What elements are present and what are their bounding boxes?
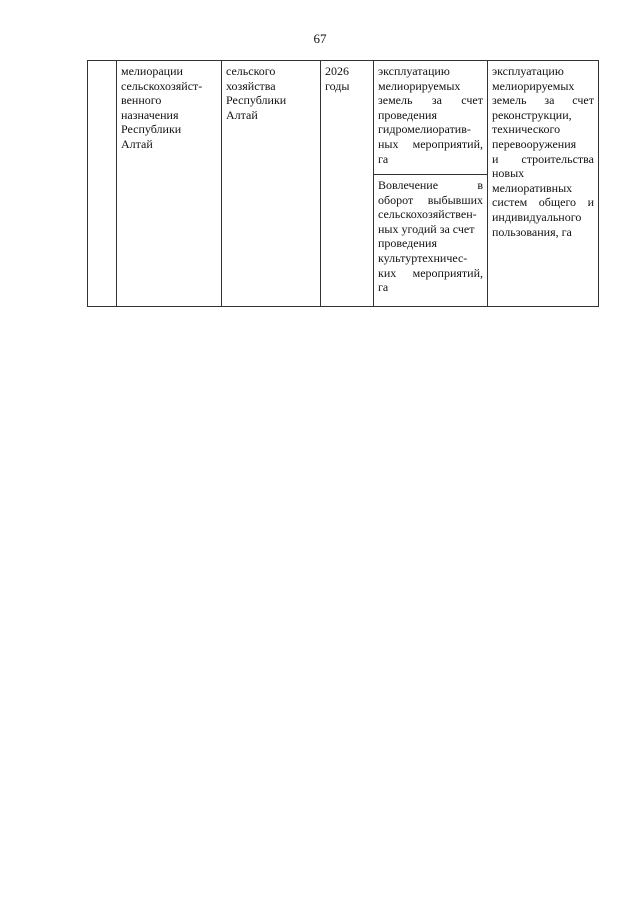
cell-line: Республики [226,93,287,108]
word: земель [378,93,413,108]
period-cell [321,61,374,307]
word: оборот [378,192,414,207]
word: ких [378,265,397,280]
row-number-cell [88,61,117,307]
word: за [544,93,555,108]
cell-line: эксплуатацию [378,64,450,78]
word: мероприятий, [412,265,483,280]
cell-line: мелиоративных [492,180,573,195]
word: систем [492,195,528,210]
word: строительства [521,151,594,166]
cell-line: сельскохозяйствен- [378,207,477,222]
word: ных [378,136,399,151]
cell-line: сельскохозяйст- [121,78,203,93]
word: общего [538,195,577,210]
indicator-cell-1 [374,61,488,175]
word: в [477,178,483,192]
word: выбывших [427,192,483,207]
page-number: 67 [313,31,327,46]
cell-line [378,93,483,108]
cell-line [378,178,483,193]
word: мероприятий, [412,136,483,151]
cell-line: годы [325,78,350,93]
program-table [87,60,599,307]
cell-line [378,137,483,152]
cell-line: Алтай [226,107,258,122]
cell-line: эксплуатацию [492,64,564,78]
cell-line: мелиорации [121,64,183,78]
cell-line: мелиорируемых [378,78,461,93]
cell-line: мелиорируемых [492,78,575,93]
cell-line: назначения [121,107,179,122]
cell-line: реконструкции, [492,107,572,122]
word: Вовлечение [378,178,439,192]
cell-line: ных угодий за счет [378,221,475,236]
cell-line: венного [121,93,162,108]
cell-line [492,152,594,167]
cell-line: новых [492,166,525,181]
cell-line: проведения [378,107,437,122]
cell-line: 2026 [325,64,349,78]
cell-line: га [378,280,389,295]
executor-cell [222,61,321,307]
program-name-cell [117,61,222,307]
word: счет [572,93,594,108]
word: и [492,151,499,166]
cell-line: сельского [226,64,276,78]
cell-line [492,195,594,210]
word: счет [461,93,483,108]
word: земель [492,93,527,108]
indicator-cell-2 [374,175,488,307]
cell-line: хозяйства [226,78,276,93]
cell-line [378,266,483,281]
cell-line [378,193,483,208]
table-row [88,61,599,175]
cell-line: гидромелиоратив- [378,122,471,137]
cell-line: Алтай [121,136,153,151]
result-cell [488,61,599,307]
cell-line: технического [492,122,561,137]
cell-line: перевооружения [492,136,577,151]
cell-line: индивидуального [492,209,582,224]
cell-line: пользования, га [492,224,572,239]
cell-line [492,93,594,108]
cell-line: га [378,151,389,166]
cell-line: проведения [378,236,437,251]
word: за [431,93,442,108]
cell-line: Республики [121,122,182,137]
cell-line: культуртехничес- [378,250,468,265]
word: и [587,195,594,210]
